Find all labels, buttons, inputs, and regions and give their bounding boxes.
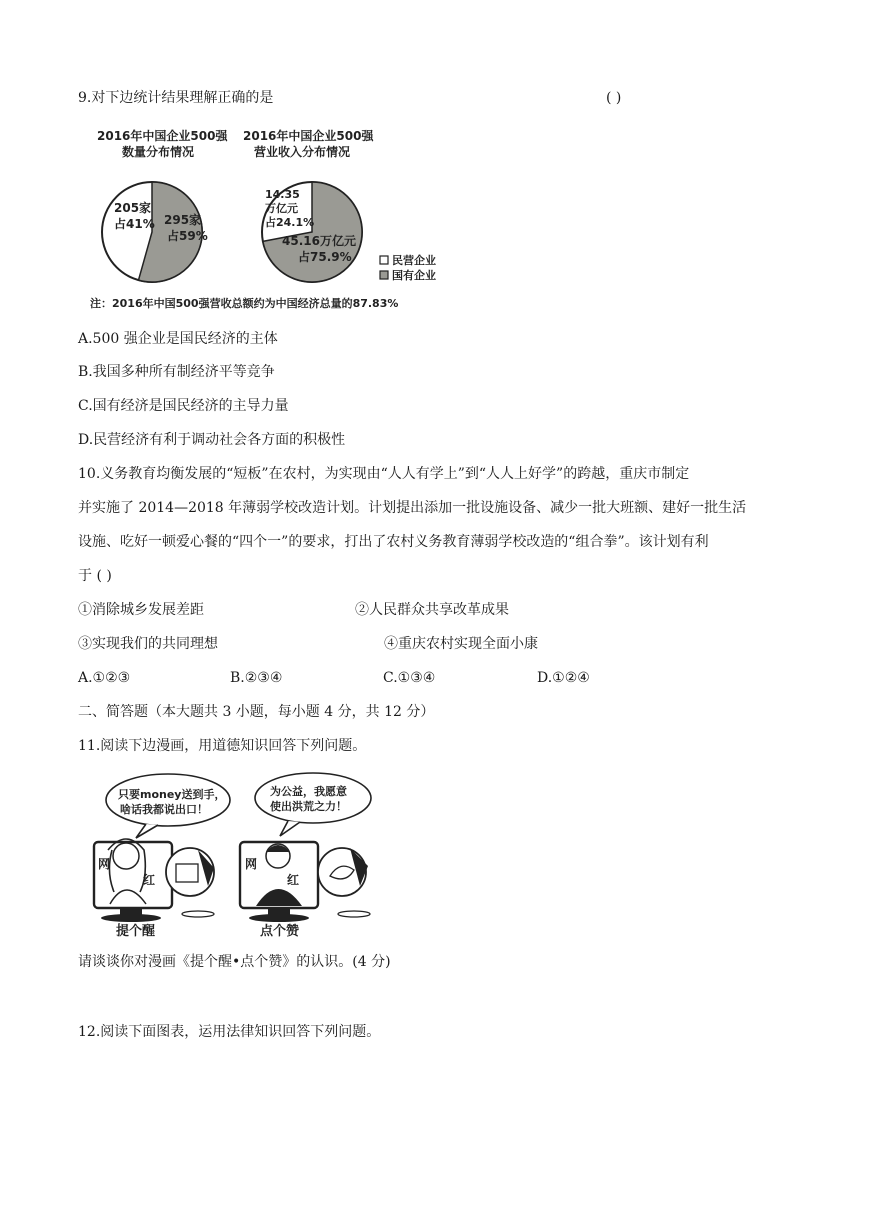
q10-choice-d: D.①②④: [537, 670, 590, 686]
section-2-title: 二、简答题（本大题共 3 小题，每小题 4 分，共 12 分）: [78, 704, 435, 720]
left-monitor-base: [101, 914, 161, 922]
legend-state-swatch: [380, 271, 388, 279]
figure-note: 注：2016年中国500强营收总额约为中国经济总量的87.83%: [90, 297, 399, 310]
q10-item-2: ②人民群众共享改革成果: [355, 602, 509, 618]
right-bubble-text-2: 使出洪荒之力！: [270, 800, 347, 813]
gift-box-icon: [176, 864, 198, 882]
q9-answer-paren: ( ): [606, 90, 622, 106]
q9-option-a: A.500 强企业是国民经济的主体: [78, 331, 278, 347]
right-screen-char-2: 红: [287, 873, 300, 887]
left-chart-title-line1: 2016年中国企业500强: [97, 129, 228, 143]
q9-pie-figure: [92, 124, 462, 314]
q10-line-2: 并实施了 2014—2018 年薄弱学校改造计划。计划提出添加一批设施设备、减少一批大班额、建好一批生活: [78, 500, 747, 516]
q12-stem: 12.阅读下面图表，运用法律知识回答下列问题。: [78, 1024, 381, 1040]
q11-question: 请谈谈你对漫画《提个醒•点个赞》的认识。(4 分): [78, 954, 391, 970]
q10-item-4: ④重庆农村实现全面小康: [384, 636, 538, 652]
q10-line-3: 设施、吃好一顿爱心餐的“四个一”的要求，打出了农村义务教育薄弱学校改造的“组合拳”。该计划有利: [78, 534, 709, 550]
right-screen-char-1: 网: [245, 857, 258, 871]
q11-cartoon: [88, 772, 388, 942]
left-bubble-text-2: 啥话我都说出口！: [120, 803, 208, 816]
q9-option-b: B.我国多种所有制经济平等竞争: [78, 364, 275, 380]
legend-private-swatch: [380, 256, 388, 264]
left-chart-title-line2: 数量分布情况: [122, 145, 195, 159]
left-bubble-tail: [136, 824, 158, 838]
left-private-share: 占41%: [114, 217, 155, 231]
right-bubble-text-1: 为公益，我愿意: [270, 785, 347, 798]
right-state-share: 占75.9%: [298, 250, 352, 264]
pie-charts-svg: [92, 124, 462, 314]
q10-item-3: ③实现我们的共同理想: [78, 636, 218, 652]
left-state-share: 占59%: [167, 229, 208, 243]
q10-choice-a: A.①②③: [78, 670, 131, 686]
cartoon-caption-right: 点个赞: [260, 924, 300, 939]
q9-option-c: C.国有经济是国民经济的主导力量: [78, 398, 289, 414]
q9-stem: 9.对下边统计结果理解正确的是: [78, 90, 274, 106]
right-private-value: 14.35: [265, 188, 300, 201]
left-screen-char-2: 红: [143, 873, 156, 887]
right-bubble-tail: [280, 821, 300, 836]
right-chart-title-line1: 2016年中国企业500强: [243, 129, 374, 143]
left-state-count: 295家: [164, 213, 202, 227]
cartoon-caption-left: 提个醒: [116, 924, 156, 939]
left-private-count: 205家: [114, 201, 152, 215]
q10-choice-c: C.①③④: [383, 670, 436, 686]
q10-line-4: 于 ( ): [78, 568, 112, 584]
left-bubble-text-1: 只要money送到手，: [118, 788, 226, 801]
right-monitor-base: [249, 914, 309, 922]
left-shadow: [182, 911, 214, 917]
right-private-share: 占24.1%: [265, 216, 315, 229]
q9-option-d: D.民营经济有利于调动社会各方面的积极性: [78, 432, 346, 448]
left-screen-char-1: 网: [98, 857, 111, 871]
right-private-unit: 万亿元: [265, 202, 298, 215]
cartoon-svg: [88, 772, 388, 942]
right-shadow: [338, 911, 370, 917]
q10-choice-b: B.②③④: [230, 670, 283, 686]
right-chart-title-line2: 营业收入分布情况: [254, 145, 351, 159]
right-speech-bubble: [255, 773, 371, 823]
right-state-value: 45.16万亿元: [282, 234, 356, 248]
q10-item-1: ①消除城乡发展差距: [78, 602, 204, 618]
legend-private-label: 民营企业: [392, 254, 436, 267]
left-figure-head: [113, 843, 139, 869]
legend-state-label: 国有企业: [392, 269, 436, 282]
q11-stem: 11.阅读下边漫画，用道德知识回答下列问题。: [78, 738, 367, 754]
q10-line-1: 10.义务教育均衡发展的“短板”在农村，为实现由“人人有学上”到“人人上好学”的跨越，重庆市制定: [78, 466, 690, 482]
